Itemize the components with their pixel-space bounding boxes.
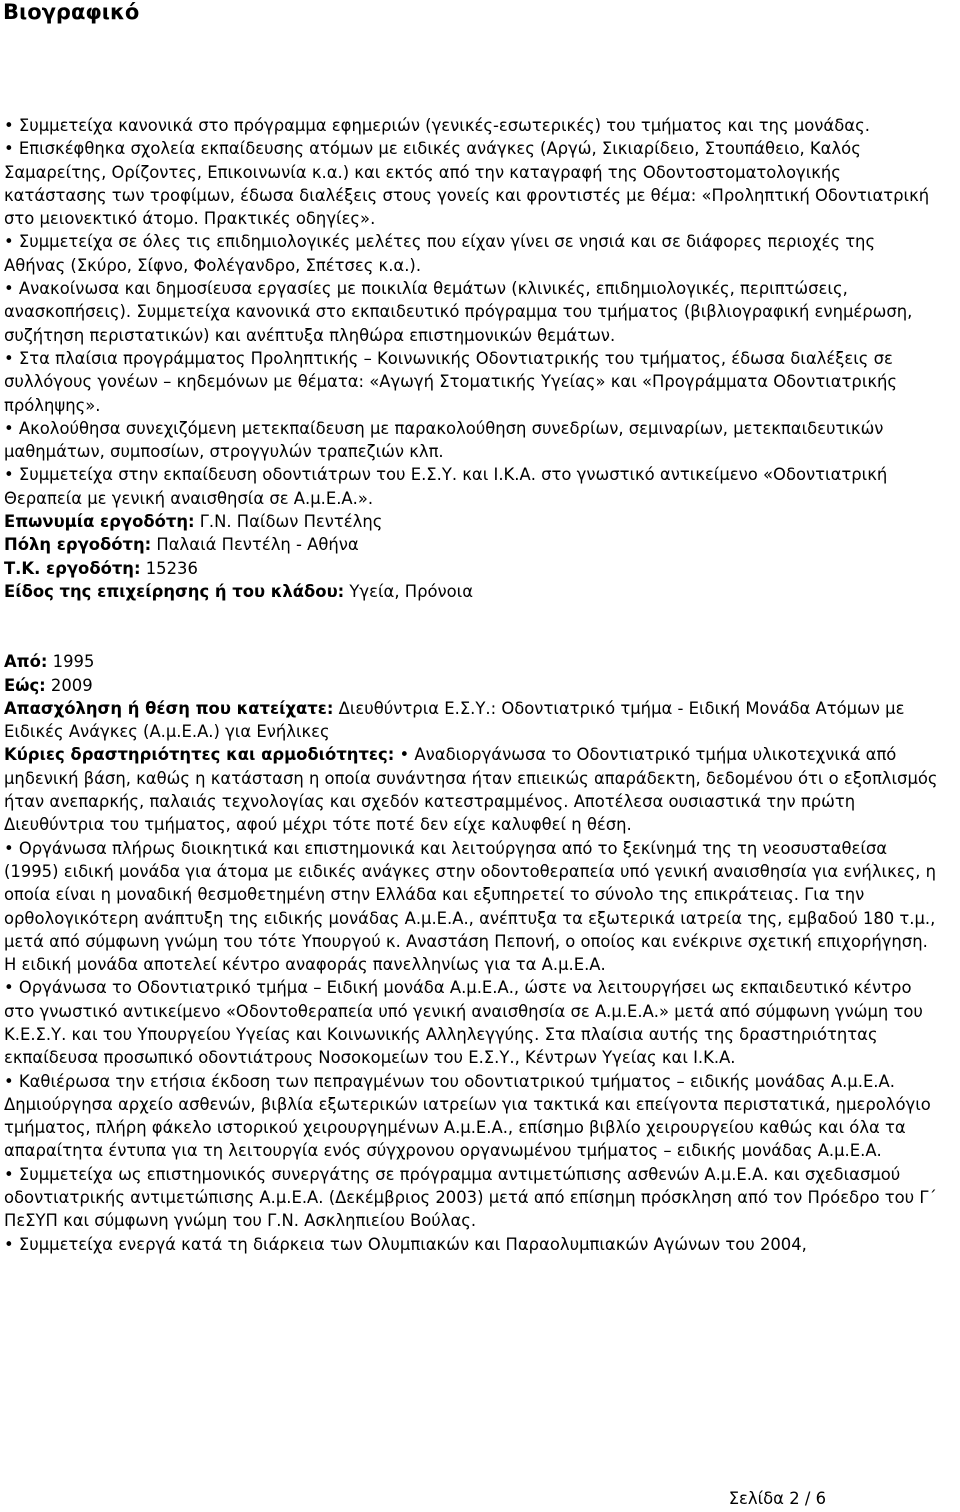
field-label: Επωνυμία εργοδότη: <box>4 512 195 532</box>
field-label: Από: <box>4 652 48 672</box>
list-item: • Επισκέφθηκα σχολεία εκπαίδευσης ατόμων με ειδικές ανάγκες (Αργώ, Σικιαρίδειο, Στουπάθειο, Καλός Σαμαρείτης, Ορίζοντες, Επικοινωνία κ.α.) και εκτός από την καταγραφή της Οδοντοστοματολογικής κατάστασης των τροφίμων, έδωσα διαλέξεις στους γονείς και φροντιστές με θέμα: «Προληπτική Οδοντιατρική στο μειονεκτικό άτομο. Πρακτικές οδηγίες». <box>4 139 930 229</box>
list-item: • Συμμετείχα σε όλες τις επιδημιολογικές μελέτες που είχαν γίνει σε νησιά και σε διάφορες περιοχές της Αθήνας (Σκύρο, Σίφνο, Φολέγανδρο, Σπέτσες κ.α.). <box>4 232 876 275</box>
field-value: • Αναδιοργάνωσα το Οδοντιατρικό τμήμα υλικοτεχνικά από μηδενική βάση, καθώς η κατάσταση η οποία συνάντησα ήταν επιεικώς απαράδεκτη, δεδομένου ότι ο εξοπλισμός ήταν ανεπαρκής, παλαιάς τεχνολογίας και σχεδόν κατεστραμμένος. Αποτέλεσα ουσιαστικά την πρώτη Διευθύντρια του τμήματος, αφού μέχρι τότε ποτέ δεν είχε καλυφθεί η θέση. <box>4 745 938 835</box>
list-item: • Συμμετείχα ενεργά κατά τη διάρκεια των Ολυμπιακών και Παραολυμπιακών Αγώνων του 2004, <box>4 1234 807 1254</box>
from-row <box>4 650 940 673</box>
list-item: • Συμμετείχα κανονικά στο πρόγραμμα εφημεριών (γενικές-εσωτερικές) του τμήματος και της μονάδας. <box>4 116 870 135</box>
section-director-position <box>4 650 940 1256</box>
field-label: Πόλη εργοδότη: <box>4 535 152 555</box>
field-label: Κύριες δραστηριότητες και αρμοδιότητες: <box>4 745 395 765</box>
list-item: • Οργάνωσα το Οδοντιατρικό τμήμα – Ειδική μονάδα Α.μ.Ε.Α., ώστε να λειτουργήσει ως εκπαιδευτικό κέντρο στο γνωστικό αντικείμενο «Οδοντοθεραπεία υπό γενική αναισθησία σε Α.μ.Ε.Α.» μετά από σύμφωνη γνώμη του Κ.Ε.Σ.Υ. και του Υπουργείου Υγείας και Κοινωνικής Αλληλεγγύης. Στα πλαίσια αυτής της δραστηριότητας εκπαίδευσα προσωπικό οδοντιάτρους Νοσοκομείων του Ε.Σ.Υ., Κέντρων Υγείας και Ι.Κ.Α. <box>4 978 923 1068</box>
to-row <box>4 674 940 697</box>
field-label: Είδος της επιχείρησης ή του κλάδου: <box>4 581 345 601</box>
list-item: • Καθιέρωσα την ετήσια έκδοση των πεπραγμένων του οδοντιατρικού τμήματος – ειδικής μονάδας Α.μ.Ε.Α. Δημιούργησα αρχείο ασθενών, βιβλία εξωτερικών ιατρείων για τακτικά και επείγοντα περιστατικά, ημερολόγιο τμήματος, πλήρη φάκελο ιστορικού χειρουργημένων Α.μ.Ε.Α., επίσημο βιβλίο χειρουργείου καθώς και όλα τα απαραίτητα έντυπα για τη λειτουργία ενός σύγχρονου οργανωμένου τμήματος – ειδικής μονάδας Α.μ.Ε.Α. <box>4 1071 931 1161</box>
field-label: Απασχόληση ή θέση που κατείχατε: <box>4 698 334 718</box>
section-spacer <box>4 603 940 650</box>
list-item: • Οργάνωσα πλήρως διοικητικά και επιστημονικά και λειτούργησα από το ξεκίνημά της τη νεοσυσταθείσα (1995) ειδική μονάδα για άτομα με ειδικές ανάγκες στην οδοντοθεραπεία υπό γενική αναισθησία για ενήλικες, η οποία είναι η μοναδική θεσμοθετημένη στην Ελλάδα και εξυπηρετεί το σύνολο της επικράτειας. Για την ορθολογικότερη ανάπτυξη της ειδικής μονάδας Α.μ.Ε.Α., ανέπτυξα τα εξωτερικά ιατρεία της, εμβαδού 180 τ.μ., μετά από σύμφωνη γνώμη του τότε Υπουργού κ. Αναστάση Πεπονή, ο οποίος και ενέκρινε σχετική επιχορήγηση. Η ειδική μονάδα αποτελεί κέντρο αναφοράς πανελληνίως για τα Α.μ.Ε.Α. <box>4 838 937 975</box>
list-item: • Συμμετείχα στην εκπαίδευση οδοντιάτρων του Ε.Σ.Υ. και Ι.Κ.Α. στο γνωστικό αντικείμενο «Οδοντιατρική Θεραπεία με γενική αναισθησία σε Α.μ.Ε.Α.». <box>4 465 888 508</box>
employer-zip-row <box>4 557 940 580</box>
list-item: • Συμμετείχα ως επιστημονικός συνεργάτης σε πρόγραμμα αντιμετώπισης ασθενών Α.μ.Ε.Α. και σχεδιασμού οδοντιατρικής αντιμετώπισης Α.μ.Ε.Α. (Δεκέμβριος 2003) μετά από επίσημη πρόσκληση από τον Πρόεδρο του Γ΄ ΠεΣΥΠ και σύμφωνη γνώμη του Γ.Ν. Ασκληπιείου Βούλας. <box>4 1164 937 1231</box>
field-value: 15236 <box>140 558 198 578</box>
cv-body <box>4 114 940 1256</box>
field-value: Υγεία, Πρόνοια <box>344 581 474 601</box>
field-label: Τ.Κ. εργοδότη: <box>4 558 141 578</box>
page-number: Σελίδα 2 / 6 <box>728 1489 826 1508</box>
field-value: Διευθύντρια Ε.Σ.Υ.: Οδοντιατρικό τμήμα - Ειδική Μονάδα Ατόμων με Ειδικές Ανάγκες (Α.μ.Ε.Α.) για Ενήλικες <box>4 698 905 742</box>
section-previous-duties <box>4 114 940 603</box>
list-item: • Ανακοίνωσα και δημοσίευσα εργασίες με ποικιλία θεμάτων (κλινικές, επιδημιολογικές, περιπτώσεις, ανασκοπήσεις). Συμμετείχα κανονικά στο εκπαιδευτικό πρόγραμμα του τμήματος (βιβλιογραφική ενημέρωση, συζήτηση περιστατικών) και ανέπτυξα πληθώρα επιστημονικών θεμάτων. <box>4 279 913 345</box>
list-item: • Ακολούθησα συνεχιζόμενη μετεκπαίδευση με παρακολούθηση συνεδρίων, σεμιναρίων, μετεκπαιδευτικών μαθημάτων, συμποσίων, στρογγυλών τραπεζιών κλπ. <box>4 418 884 462</box>
field-value: 2009 <box>45 675 93 695</box>
business-type-row <box>4 580 940 603</box>
list-item: • Στα πλαίσια προγράμματος Προληπτικής – Κοινωνικής Οδοντιατρικής του τμήματος, έδωσα διαλέξεις σε συλλόγους γονέων – κηδεμόνων με θέματα: «Αγωγή Στοματικής Υγείας» και «Προγράμματα Οδοντιατρικής πρόληψης». <box>4 348 898 415</box>
employer-city-row <box>4 533 940 556</box>
document-title: Βιογραφικό <box>3 0 140 24</box>
employer-name-row <box>4 510 940 533</box>
field-value: Γ.Ν. Παίδων Πεντέλης <box>194 512 383 532</box>
duties-row <box>4 743 940 836</box>
field-value: 1995 <box>47 652 95 672</box>
field-value: Παλαιά Πεντέλη - Αθήνα <box>151 535 359 555</box>
position-row <box>4 697 940 744</box>
field-label: Εώς: <box>4 675 46 695</box>
